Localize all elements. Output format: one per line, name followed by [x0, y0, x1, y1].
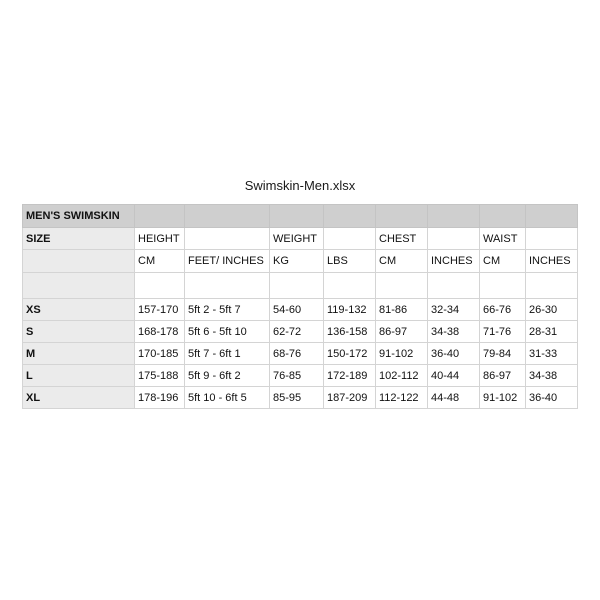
table-cell[interactable]: 62-72 [270, 321, 324, 343]
table-cell[interactable]: 178-196 [135, 387, 185, 409]
cell[interactable] [428, 273, 480, 299]
table-row [23, 343, 578, 365]
group-header-cell[interactable] [324, 228, 376, 250]
table-cell[interactable]: 168-178 [135, 321, 185, 343]
table-cell[interactable]: 112-122 [376, 387, 428, 409]
table-cell[interactable]: 81-86 [376, 299, 428, 321]
table-cell[interactable]: 91-102 [376, 343, 428, 365]
table-cell[interactable]: 172-189 [324, 365, 376, 387]
group-header-weight[interactable]: WEIGHT [270, 228, 324, 250]
table-cell[interactable]: 136-158 [324, 321, 376, 343]
file-title: Swimskin-Men.xlsx [244, 178, 356, 193]
table-cell[interactable]: 187-209 [324, 387, 376, 409]
table-cell[interactable]: 31-33 [526, 343, 578, 365]
cell[interactable] [526, 273, 578, 299]
unit-header[interactable]: KG [270, 250, 324, 273]
table-cell[interactable]: 119-132 [324, 299, 376, 321]
table-row [23, 321, 578, 343]
cell[interactable] [135, 205, 185, 228]
unit-header[interactable]: CM [480, 250, 526, 273]
cell[interactable] [376, 273, 428, 299]
table-cell[interactable]: 5ft 6 - 5ft 10 [185, 321, 270, 343]
cell[interactable] [428, 205, 480, 228]
table-cell[interactable]: 26-30 [526, 299, 578, 321]
size-label[interactable]: M [23, 343, 135, 365]
table-cell[interactable]: 76-85 [270, 365, 324, 387]
section-title[interactable]: MEN'S SWIMSKIN [23, 205, 135, 228]
group-header-height[interactable]: HEIGHT [135, 228, 185, 250]
blank-row [23, 273, 578, 299]
section-title-row [23, 205, 578, 228]
unit-header[interactable]: INCHES [428, 250, 480, 273]
unit-header[interactable]: FEET/ INCHES [185, 250, 270, 273]
group-header-cell[interactable] [526, 228, 578, 250]
table-cell[interactable]: 71-76 [480, 321, 526, 343]
cell[interactable] [324, 205, 376, 228]
table-cell[interactable]: 150-172 [324, 343, 376, 365]
cell[interactable] [185, 205, 270, 228]
table-cell[interactable]: 86-97 [480, 365, 526, 387]
group-header-cell[interactable] [185, 228, 270, 250]
table-cell[interactable]: 5ft 9 - 6ft 2 [185, 365, 270, 387]
table-cell[interactable]: 170-185 [135, 343, 185, 365]
table-cell[interactable]: 5ft 2 - 5ft 7 [185, 299, 270, 321]
cell[interactable] [480, 273, 526, 299]
size-label[interactable]: XS [23, 299, 135, 321]
table-cell[interactable]: 44-48 [428, 387, 480, 409]
table-cell[interactable]: 36-40 [428, 343, 480, 365]
cell[interactable] [480, 205, 526, 228]
table-cell[interactable]: 5ft 7 - 6ft 1 [185, 343, 270, 365]
size-header[interactable]: SIZE [23, 228, 135, 250]
group-header-row [23, 228, 578, 250]
unit-header[interactable]: CM [376, 250, 428, 273]
cell[interactable] [23, 273, 135, 299]
group-header-cell[interactable] [428, 228, 480, 250]
table-cell[interactable]: 36-40 [526, 387, 578, 409]
table-cell[interactable]: 5ft 10 - 6ft 5 [185, 387, 270, 409]
table-cell[interactable]: 54-60 [270, 299, 324, 321]
table-cell[interactable]: 68-76 [270, 343, 324, 365]
unit-header-row [23, 250, 578, 273]
size-label[interactable]: XL [23, 387, 135, 409]
table-row [23, 387, 578, 409]
table-cell[interactable]: 86-97 [376, 321, 428, 343]
cell[interactable] [23, 250, 135, 273]
table-cell[interactable]: 32-34 [428, 299, 480, 321]
cell[interactable] [526, 205, 578, 228]
unit-header[interactable]: INCHES [526, 250, 578, 273]
size-chart-table [22, 204, 578, 409]
table-cell[interactable]: 91-102 [480, 387, 526, 409]
table-cell[interactable]: 102-112 [376, 365, 428, 387]
group-header-chest[interactable]: CHEST [376, 228, 428, 250]
table-cell[interactable]: 85-95 [270, 387, 324, 409]
table-cell[interactable]: 40-44 [428, 365, 480, 387]
cell[interactable] [270, 205, 324, 228]
cell[interactable] [376, 205, 428, 228]
table-cell[interactable]: 34-38 [428, 321, 480, 343]
cell[interactable] [324, 273, 376, 299]
table-row [23, 299, 578, 321]
cell[interactable] [135, 273, 185, 299]
size-label[interactable]: L [23, 365, 135, 387]
unit-header[interactable]: CM [135, 250, 185, 273]
cell[interactable] [270, 273, 324, 299]
table-cell[interactable]: 79-84 [480, 343, 526, 365]
table-cell[interactable]: 66-76 [480, 299, 526, 321]
unit-header[interactable]: LBS [324, 250, 376, 273]
table-cell[interactable]: 175-188 [135, 365, 185, 387]
cell[interactable] [185, 273, 270, 299]
table-cell[interactable]: 157-170 [135, 299, 185, 321]
table-row [23, 365, 578, 387]
group-header-waist[interactable]: WAIST [480, 228, 526, 250]
table-cell[interactable]: 28-31 [526, 321, 578, 343]
size-label[interactable]: S [23, 321, 135, 343]
table-cell[interactable]: 34-38 [526, 365, 578, 387]
